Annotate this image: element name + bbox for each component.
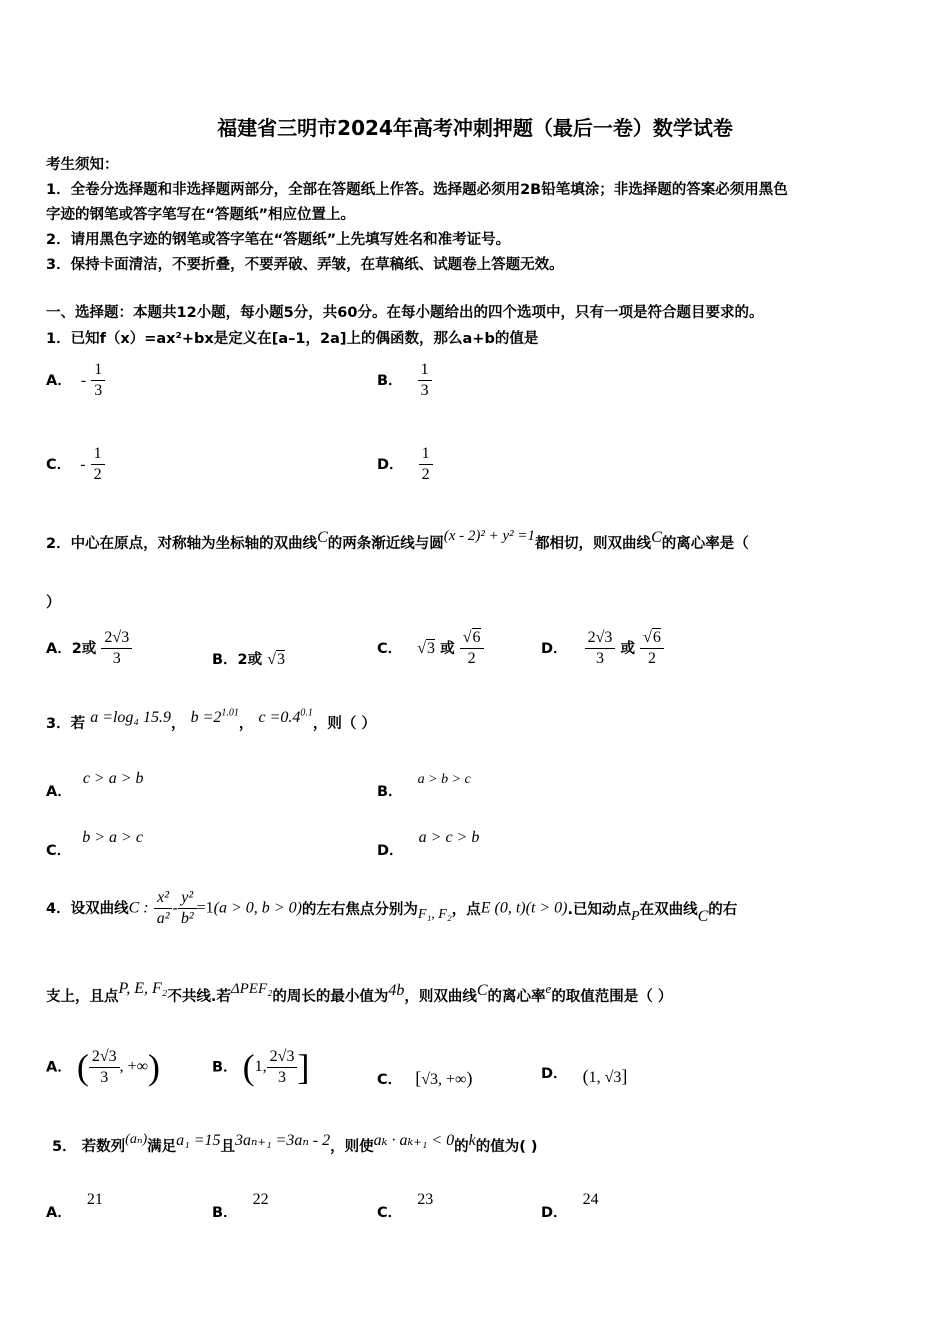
option-label: B． <box>377 784 403 800</box>
denominator: 3 <box>420 382 429 399</box>
q1-option-b <box>377 360 432 401</box>
option-tail: , +∞ <box>119 1058 149 1075</box>
hyperbola-name: C : <box>128 899 149 917</box>
point-p: P <box>631 908 640 924</box>
q5-option-c <box>377 1188 434 1221</box>
separator: ， <box>171 716 186 732</box>
numerator: 2√3 <box>89 1047 120 1068</box>
q5-text-1: 5． 若数列 <box>52 1139 126 1155</box>
option-label: C． <box>46 457 72 473</box>
numerator: y² <box>178 888 197 909</box>
sqrt-value: 3 <box>277 651 286 668</box>
q2-option-c: C． √3 或 $\frac{√6}{2}$ <box>377 628 484 669</box>
q1-option-a <box>46 360 105 401</box>
denominator: 3 <box>94 382 103 399</box>
q5-text-6: 的值为( ) <box>475 1139 538 1155</box>
notice-item-1b: 字迹的钢笔或答字笔写在“答题纸”相应位置上。 <box>46 207 356 223</box>
option-label: B． <box>377 373 403 389</box>
q2-text-4: 的离心率是（ <box>661 536 749 552</box>
notice-header: 考生须知： <box>46 157 119 173</box>
option-value: b > a > c <box>82 829 143 846</box>
equals-one: =1 <box>196 899 214 917</box>
points: P, E, F₂ <box>118 980 168 997</box>
q1-stem: 1．已知f（x）=ax²+bx是定义在[a–1，2a]上的偶函数，那么a+b的值是 <box>46 331 539 347</box>
q1-option-c <box>46 444 105 485</box>
sequence-name: aₙ <box>129 1132 143 1147</box>
q5-text-2: 满足 <box>147 1139 177 1155</box>
fraction <box>585 628 616 669</box>
denominator: 3 <box>278 1068 287 1086</box>
option-label: D． <box>541 641 568 657</box>
q4-text-9: 的周长的最小值为 <box>272 989 389 1005</box>
option-label: C． <box>377 1205 403 1221</box>
option-label: D． <box>541 1066 568 1082</box>
q5-text-4: ，则使 <box>330 1139 374 1155</box>
initial-term: a₁ =15 <box>176 1132 221 1149</box>
fraction <box>101 628 132 669</box>
hyperbola-c: C <box>651 529 662 546</box>
denominator: b² <box>180 910 194 927</box>
denominator: 2 <box>467 650 476 667</box>
expr-b <box>191 709 239 726</box>
fraction-x <box>154 888 173 929</box>
option-value: 23 <box>417 1191 434 1208</box>
option-label: A． <box>46 1205 72 1221</box>
q2-text-2: 的两条渐近线与圆 <box>327 536 444 552</box>
minus-sign: - <box>172 899 178 917</box>
numerator: 2√3 <box>267 1047 298 1068</box>
q4-text-2: 的左右焦点分别为 <box>301 902 418 918</box>
fraction <box>418 360 432 401</box>
option-label: B．2或 <box>212 652 263 668</box>
q5-option-b <box>212 1188 269 1221</box>
numerator: 2√3 <box>585 628 616 649</box>
numerator: 1 <box>418 360 432 381</box>
q3-option-b <box>377 767 471 800</box>
denominator: 2 <box>421 466 430 483</box>
numerator: 1 <box>419 444 433 465</box>
numerator: 2√3 <box>101 628 132 649</box>
option-value: 21 <box>86 1191 103 1208</box>
option-label: B． <box>212 1205 238 1221</box>
option-value: a > c > b <box>418 829 480 846</box>
q2-option-a <box>46 628 132 669</box>
q1-option-d <box>377 444 433 485</box>
point-e: E (0, t)(t > 0) <box>480 899 568 917</box>
numerator: 1 <box>91 360 105 381</box>
expr-c-exponent: 0.1 <box>300 707 313 719</box>
q5-text-5: 的 <box>454 1139 469 1155</box>
q4-text-7: 支上，且点 <box>46 989 119 1005</box>
section-heading: 一、选择题：本题共12小题，每小题5分，共60分。在每小题给出的四个选项中，只有一项是符合题目要求的。 <box>46 305 764 321</box>
option-value: √3, +∞ <box>421 1071 467 1088</box>
minus-sign: - <box>80 455 86 473</box>
option-label: D． <box>377 843 404 859</box>
q3-option-a <box>46 767 144 800</box>
expr-c-base: c =0.4 <box>258 709 301 726</box>
triangle: ΔPEF₂ <box>230 981 273 997</box>
q3-text-2: ，则（ ） <box>312 716 376 732</box>
q2-text-1: 2．中心在原点，对称轴为坐标轴的双曲线 <box>46 536 318 552</box>
denominator: 3 <box>596 650 605 667</box>
option-value: c > a > b <box>82 770 144 787</box>
q4-text-10: ，则双曲线 <box>404 989 477 1005</box>
option-label: A． <box>46 1059 72 1076</box>
option-value: 22 <box>252 1191 269 1208</box>
q5-option-a <box>46 1188 103 1221</box>
expr-b-base: b =2 <box>190 709 222 726</box>
q4-text-11: 的离心率 <box>487 989 546 1005</box>
option-label: D． <box>541 1205 568 1221</box>
q4-stem-line1 <box>46 888 737 929</box>
product-condition: aₖ · aₖ₊₁ < 0 <box>373 1132 455 1149</box>
option-value: 1, √3 <box>588 1069 622 1086</box>
option-label: A． <box>46 784 72 800</box>
option-value: 24 <box>582 1191 599 1208</box>
fraction-y <box>178 888 197 929</box>
q4-text-5: 在双曲线 <box>639 902 698 918</box>
option-label: A． <box>46 373 72 389</box>
q4-option-a: A． ( $\frac{2√3}{3}$ , +∞) <box>46 1047 161 1087</box>
option-head: 1, <box>254 1058 267 1075</box>
q2-close-paren: ） <box>46 595 61 611</box>
q4-option-b: B． (1, $\frac{2√3}{3}$ ] <box>212 1047 310 1087</box>
q4-text-8: 不共线.若 <box>167 989 231 1005</box>
notice-item-1a: 1．全卷分选择题和非选择题两部分，全部在答题纸上作答。选择题必须用2B铅笔填涂；非选择题的答案必须用黑色 <box>46 182 788 198</box>
notice-item-3: 3．保持卡面清洁，不要折叠，不要弄破、弄皱，在草稿纸、试题卷上答题无效。 <box>46 257 564 273</box>
denominator: 3 <box>112 650 121 667</box>
option-label: C． <box>377 641 403 657</box>
fraction <box>267 1047 298 1088</box>
hyperbola-c: C <box>317 529 328 546</box>
denominator: a² <box>156 910 170 927</box>
or-text: 或 <box>440 641 455 657</box>
option-label: C． <box>377 1072 403 1088</box>
fraction: $\frac{√6}{2}$ <box>640 628 664 669</box>
fraction <box>91 360 105 401</box>
separator: ， <box>238 716 254 732</box>
q5-text-3: 且 <box>220 1139 236 1155</box>
option-label: C． <box>46 843 72 859</box>
expr-c <box>258 709 312 726</box>
circle-equation: (x - 2)² + y² =1 <box>443 528 536 544</box>
option-value: a > b > c <box>417 772 471 787</box>
fraction: $\frac{√6}{2}$ <box>460 628 484 669</box>
denominator: 2 <box>93 466 102 483</box>
notice-item-2: 2．请用黑色字迹的钢笔或答字笔在“答题纸”上先填写姓名和准考证号。 <box>46 232 511 248</box>
expr-a: a =log₄ 15.9 <box>90 709 171 726</box>
min-perimeter: 4b <box>388 982 405 999</box>
q4-option-c: C． [√3, +∞) <box>377 1068 473 1088</box>
q2-option-d <box>541 628 664 669</box>
fraction <box>89 1047 120 1088</box>
recurrence: 3aₙ₊₁ =3aₙ - 2 <box>235 1132 331 1149</box>
sqrt-value: 3 <box>427 640 436 657</box>
numerator: 1 <box>91 444 105 465</box>
condition: (a > 0, b > 0) <box>213 899 302 917</box>
q4-text-1: 4．设双曲线 <box>46 901 129 917</box>
hyperbola-c: C <box>697 907 709 925</box>
or-text: 或 <box>620 641 636 657</box>
option-label: A．2或 <box>46 641 97 657</box>
q4-text-3: ，点 <box>451 902 481 918</box>
q4-stem-line2 <box>46 980 673 1006</box>
option-label: D． <box>377 457 404 473</box>
minus-sign: - <box>80 371 87 389</box>
q2-stem <box>46 528 749 553</box>
page-title: 福建省三明市2024年高考冲刺押题（最后一卷）数学试卷 <box>217 116 733 140</box>
sequence: (aₙ) <box>125 1132 148 1147</box>
q4-option-d: D． (1, √3] <box>541 1066 628 1086</box>
eccentricity-e: e <box>545 981 552 996</box>
fraction <box>91 444 105 485</box>
denominator: 2 <box>648 650 656 667</box>
q2-option-b: B．2或 √3 <box>212 651 286 668</box>
foci: F₁, F₂ <box>417 906 452 922</box>
numerator: 6 <box>652 629 661 646</box>
hyperbola-c: C <box>476 982 488 999</box>
q4-text-4: .已知动点 <box>567 902 632 918</box>
q3-text-1: 3．若 <box>46 716 86 732</box>
denominator: 3 <box>100 1068 109 1086</box>
index-k: k <box>468 1132 476 1149</box>
numerator: x² <box>154 888 173 909</box>
q3-stem <box>46 707 376 733</box>
q4-text-6: 的右 <box>708 902 738 918</box>
expr-b-exponent: 1.01 <box>221 707 239 719</box>
q2-text-3: 都相切，则双曲线 <box>535 536 652 552</box>
q3-option-d <box>377 826 480 859</box>
q5-stem <box>52 1132 538 1156</box>
option-label: B． <box>212 1059 238 1076</box>
numerator: 6 <box>472 629 481 646</box>
q3-option-c <box>46 826 143 859</box>
q4-text-12: 的取值范围是（ ） <box>551 989 673 1005</box>
q5-option-d <box>541 1188 599 1221</box>
fraction <box>419 444 433 485</box>
